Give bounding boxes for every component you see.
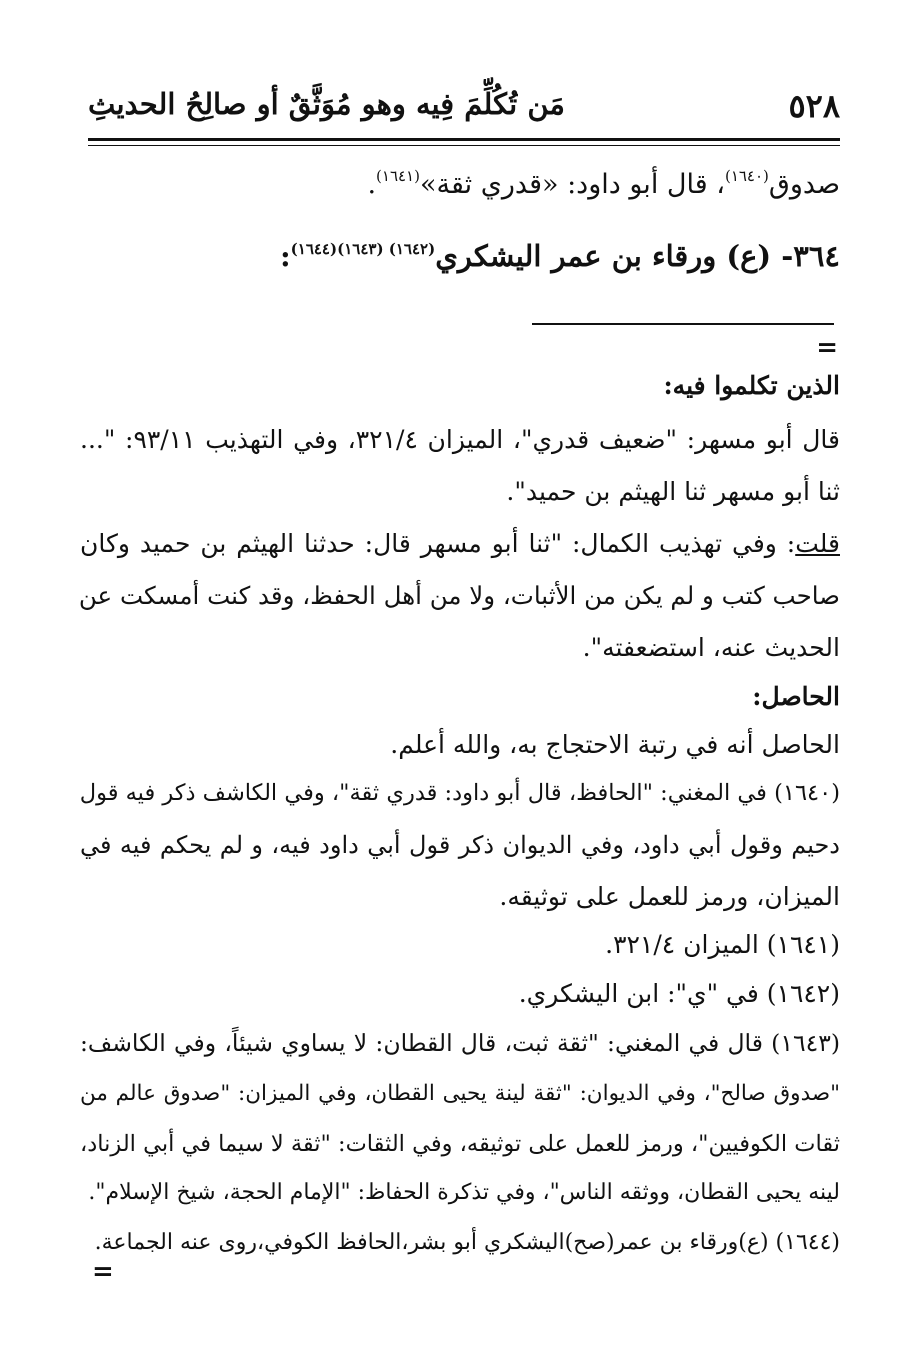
footnote-line: "صدوق صالح"، وفي الديوان: "ثقة لينة يحيى القطان، وفي الميزان: "صدوق عالم من (80, 1081, 840, 1106)
footnote-ref[interactable]: (١٦٤٠) (724, 167, 769, 185)
section-heading-critics: الذين تكلموا فيه: (663, 371, 840, 400)
main-text: . (367, 169, 377, 200)
footnote-1642: (١٦٤٢) في "ي": ابن اليشكري. (518, 979, 840, 1008)
footnote-line: الحاصل أنه في رتبة الاحتجاج به، والله أعلم. (390, 730, 840, 759)
note-prefix: قلت (795, 529, 840, 558)
footnote-line: لينه يحيى القطان، ووثقه الناس"، وفي تذكرة الحفاظ: "الإمام الحجة، شيخ الإسلام". (88, 1180, 840, 1205)
main-text: ، قال أبو داود: «قدري ثقة» (419, 169, 725, 200)
main-text: صدوق (768, 169, 840, 200)
footnote-1640: (١٦٤٠) في المغني: "الحافظ، قال أبو داود: قدري ثقة"، وفي الكاشف ذكر فيه قول (79, 780, 840, 806)
footnote-separator (532, 323, 834, 325)
footnote-1643: (١٦٤٣) قال في المغني: "ثقة ثبت، قال القطان: لا يساوي شيئاً، وفي الكاشف: (80, 1029, 840, 1057)
footnote-line: ثقات الكوفيين"، ورمز للعمل على توثيقه، وفي الثقات: "ثقة لا سيما في أبي الزناد، (80, 1131, 840, 1157)
end-mark: = (92, 1257, 114, 1287)
header-rule-thick (88, 138, 840, 141)
main-text-line (80, 165, 840, 205)
footnote-ref[interactable]: (١٦٤٢) (١٦٤٣)(١٦٤٤) (290, 240, 436, 258)
footnote-line: صاحب كتب و لم يكن من الأثبات، ولا من أهل الحفظ، وقد كنت أمسكت عن (78, 581, 840, 610)
footnote-line: دحيم وقول أبي داود، وفي الديوان ذكر قول أبي داود فيه، و لم يحكم فيه في (80, 831, 840, 859)
continuation-mark: = (816, 333, 838, 363)
footnote-line: قال أبو مسهر: "ضعيف قدري"، الميزان ٣٢١/٤، وفي التهذيب ٩٣/١١: "... (80, 425, 840, 454)
section-heading-result: الحاصل: (752, 682, 840, 711)
entry-tail: : (279, 239, 291, 273)
running-title: مَن تُكُلِّمَ فِيه وهو مُوَثَّقٌ أو صالِحُ الحديثِ (88, 87, 565, 121)
footnote-line: ثنا أبو مسهر ثنا الهيثم بن حميد". (506, 477, 840, 506)
footnote-1644: (١٦٤٤) (ع)ورقاء بن عمر(صح)اليشكري أبو بشر،الحافظ الكوفي،روى عنه الجماعة. (94, 1230, 840, 1255)
footnote-line (80, 524, 840, 564)
footnote-1641: (١٦٤١) الميزان ٣٢١/٤. (605, 930, 840, 959)
footnote-line: الميزان، ورمز للعمل على توثيقه. (499, 882, 840, 911)
footnote-line: الحديث عنه، استضعفته". (582, 633, 840, 662)
header-rule-thin (88, 145, 840, 146)
entry-title: ٣٦٤- (ع) ورقاء بن عمر اليشكري (435, 239, 840, 273)
page-number: ٥٢٨ (788, 87, 840, 125)
footnote-ref[interactable]: (١٦٤١) (376, 167, 420, 185)
narrator-entry (80, 236, 840, 276)
note-text: : وفي تهذيب الكمال: "ثنا أبو مسهر قال: حدثنا الهيثم بن حميد وكان (80, 529, 796, 558)
page-header (88, 78, 840, 138)
